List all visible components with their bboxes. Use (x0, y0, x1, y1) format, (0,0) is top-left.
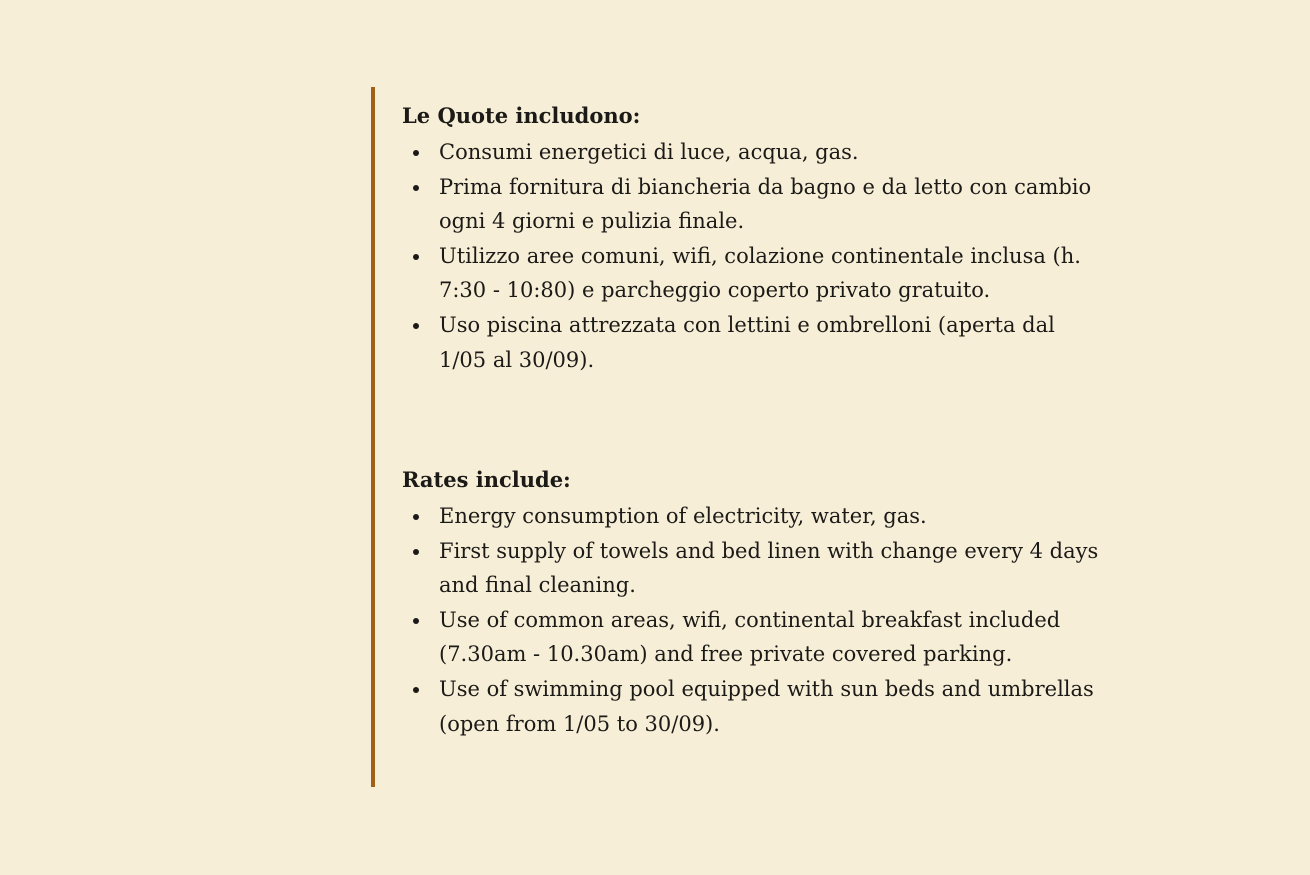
bullet-list-english (402, 499, 1107, 741)
list-item: Utilizzo aree comuni, wifi, colazione continentale inclusa (h. 7:30 - 10:80) e parcheggio coperto privato gratuito. (439, 239, 1107, 308)
section-heading-english: Rates include: (402, 467, 571, 492)
section-english (402, 465, 1107, 741)
list-item: Energy consumption of electricity, water, gas. (439, 499, 1107, 534)
bullet-list-italian (402, 135, 1107, 377)
list-item: First supply of towels and bed linen with change every 4 days and final cleaning. (439, 534, 1107, 603)
section-heading-italian: Le Quote includono: (402, 103, 641, 128)
list-item: Use of common areas, wifi, continental breakfast included (7.30am - 10.30am) and free private covered parking. (439, 603, 1107, 672)
rates-content-block (371, 87, 1111, 787)
section-italian (402, 101, 1107, 377)
list-item: Uso piscina attrezzata con lettini e ombrelloni (aperta dal 1/05 al 30/09). (439, 308, 1107, 377)
list-item: Prima fornitura di biancheria da bagno e da letto con cambio ogni 4 giorni e pulizia finale. (439, 170, 1107, 239)
list-item: Use of swimming pool equipped with sun beds and umbrellas (open from 1/05 to 30/09). (439, 672, 1107, 741)
accent-bar (371, 87, 375, 787)
list-item: Consumi energetici di luce, acqua, gas. (439, 135, 1107, 170)
